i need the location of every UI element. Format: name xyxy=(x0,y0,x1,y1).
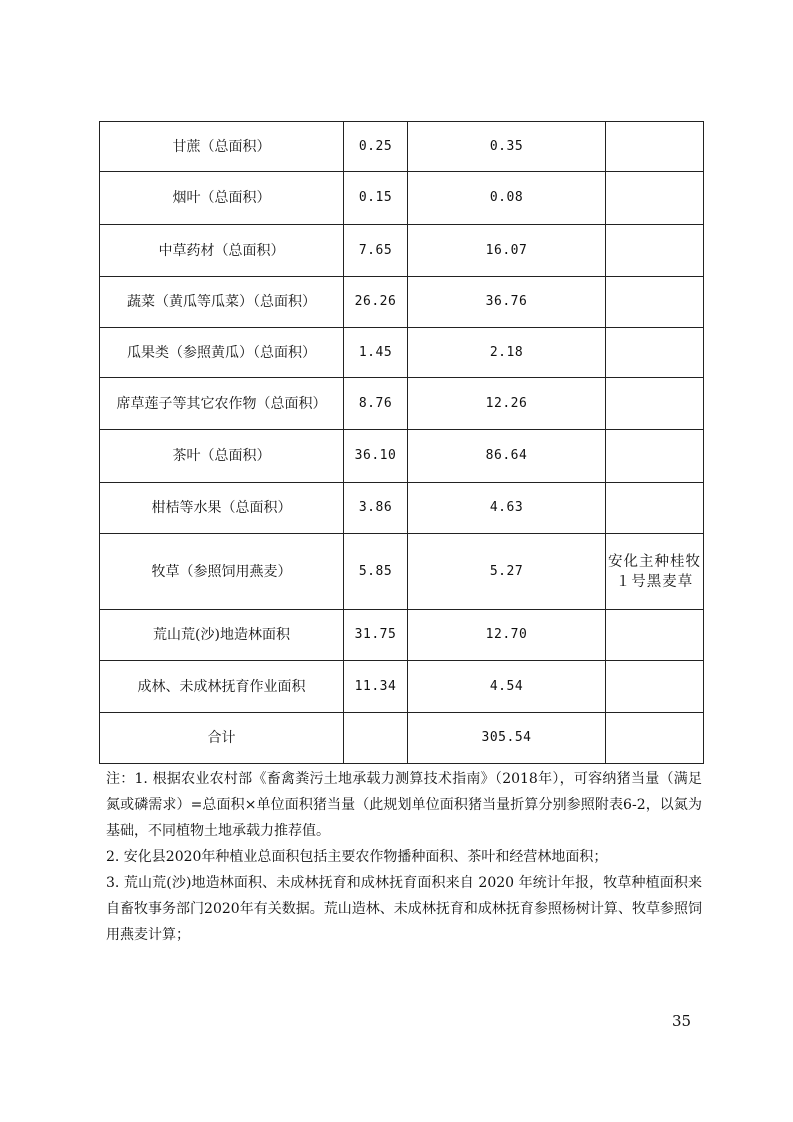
pig-equivalent-cell: 36.76 xyxy=(408,277,606,328)
crop-cell: 中草药材（总面积） xyxy=(100,225,344,277)
pig-equivalent-cell: 305.54 xyxy=(408,713,606,764)
area-cell: 7.65 xyxy=(344,225,408,277)
crop-cell: 瓜果类（参照黄瓜）（总面积） xyxy=(100,328,344,378)
table-total-row xyxy=(100,713,704,764)
table-row xyxy=(100,661,704,713)
land-capacity-table xyxy=(99,121,704,764)
table-row xyxy=(100,378,704,430)
crop-cell: 茶叶（总面积） xyxy=(100,430,344,483)
area-cell: 36.10 xyxy=(344,430,408,483)
pig-equivalent-cell: 0.35 xyxy=(408,122,606,172)
crop-cell: 合计 xyxy=(100,713,344,764)
crop-cell: 成林、未成林抚育作业面积 xyxy=(100,661,344,713)
pig-equivalent-cell: 5.27 xyxy=(408,534,606,610)
table-row xyxy=(100,172,704,225)
remark-cell xyxy=(606,610,704,661)
table-row xyxy=(100,610,704,661)
table-row xyxy=(100,534,704,610)
remark-cell xyxy=(606,172,704,225)
table-row xyxy=(100,225,704,277)
pig-equivalent-cell: 2.18 xyxy=(408,328,606,378)
pig-equivalent-cell: 12.70 xyxy=(408,610,606,661)
table-row xyxy=(100,328,704,378)
table-row xyxy=(100,483,704,534)
crop-cell: 牧草（参照饲用燕麦） xyxy=(100,534,344,610)
pig-equivalent-cell: 12.26 xyxy=(408,378,606,430)
area-cell: 8.76 xyxy=(344,378,408,430)
area-cell: 0.25 xyxy=(344,122,408,172)
pig-equivalent-cell: 0.08 xyxy=(408,172,606,225)
crop-cell: 甘蔗（总面积） xyxy=(100,122,344,172)
area-cell xyxy=(344,713,408,764)
remark-cell xyxy=(606,225,704,277)
remark-cell: 安化主种桂牧１号黑麦草 xyxy=(606,534,704,610)
table-body xyxy=(100,122,704,764)
notes-section xyxy=(106,766,702,948)
area-cell: 3.86 xyxy=(344,483,408,534)
note-1: 注：1. 根据农业农村部《畜禽粪污土地承载力测算技术指南》（2018年），可容纳猪当量（满足氮或磷需求）=总面积×单位面积猪当量（此规划单位面积猪当量折算分别参照附表6-2，以氮为基础，不同植物土地承载力推荐值。 xyxy=(106,771,702,839)
remark-cell xyxy=(606,328,704,378)
area-cell: 31.75 xyxy=(344,610,408,661)
remark-cell xyxy=(606,713,704,764)
area-cell: 11.34 xyxy=(344,661,408,713)
crop-cell: 蔬菜（黄瓜等瓜菜）（总面积） xyxy=(100,277,344,328)
note-3: 3. 荒山荒(沙)地造林面积、未成林抚育和成林抚育面积来自 2020 年统计年报，牧草种植面积来自畜牧事务部门2020年有关数据。荒山造林、未成林抚育和成林抚育参照杨树计算、牧草参照饲用燕麦计算； xyxy=(106,875,702,943)
area-cell: 5.85 xyxy=(344,534,408,610)
note-2: 2. 安化县2020年种植业总面积包括主要农作物播种面积、茶叶和经营林地面积； xyxy=(106,849,608,865)
table-row xyxy=(100,122,704,172)
pig-equivalent-cell: 4.63 xyxy=(408,483,606,534)
remark-cell xyxy=(606,277,704,328)
remark-cell xyxy=(606,661,704,713)
remark-cell xyxy=(606,430,704,483)
table-row xyxy=(100,277,704,328)
area-cell: 1.45 xyxy=(344,328,408,378)
table-row xyxy=(100,430,704,483)
pig-equivalent-cell: 86.64 xyxy=(408,430,606,483)
crop-cell: 席草莲子等其它农作物（总面积） xyxy=(100,378,344,430)
area-cell: 26.26 xyxy=(344,277,408,328)
crop-cell: 柑桔等水果（总面积） xyxy=(100,483,344,534)
remark-cell xyxy=(606,122,704,172)
area-cell: 0.15 xyxy=(344,172,408,225)
pig-equivalent-cell: 4.54 xyxy=(408,661,606,713)
crop-cell: 荒山荒(沙)地造林面积 xyxy=(100,610,344,661)
pig-equivalent-cell: 16.07 xyxy=(408,225,606,277)
crop-cell: 烟叶（总面积） xyxy=(100,172,344,225)
remark-cell xyxy=(606,378,704,430)
page-number: 35 xyxy=(672,1012,692,1030)
remark-cell xyxy=(606,483,704,534)
